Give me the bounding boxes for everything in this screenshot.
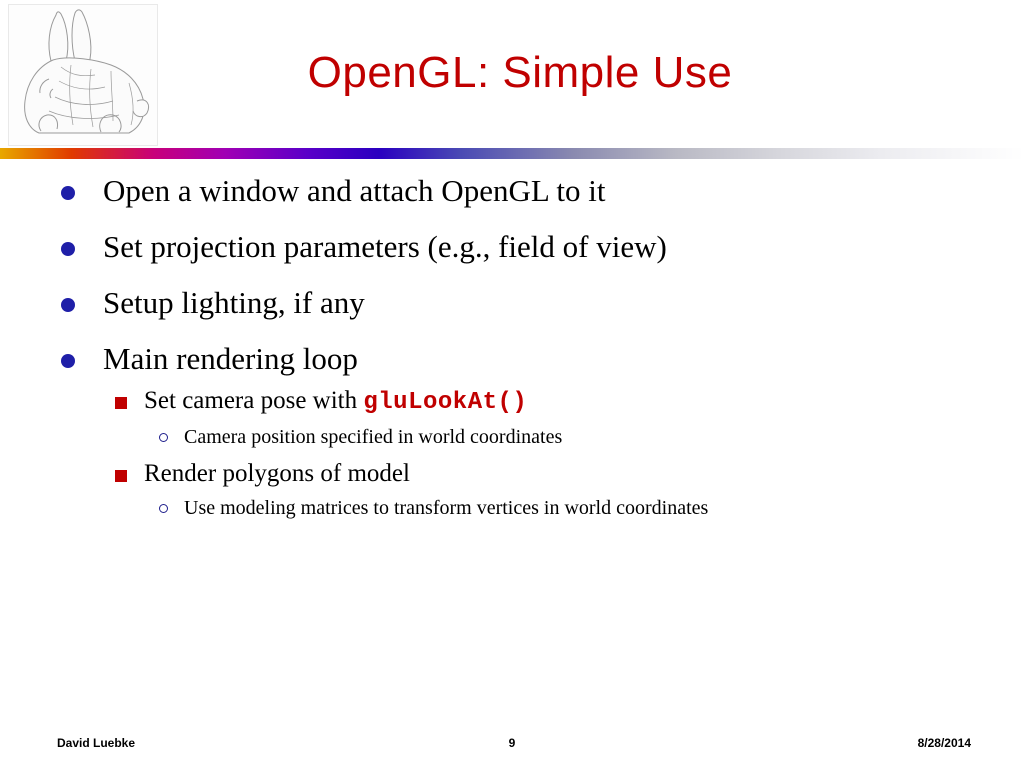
bullet-text: Open a window and attach OpenGL to it bbox=[103, 173, 606, 208]
slide-header bbox=[0, 0, 1024, 152]
list-item bbox=[144, 427, 1024, 447]
page-title: OpenGL: Simple Use bbox=[307, 48, 733, 97]
list-item bbox=[0, 175, 1024, 206]
bullet-text: Use modeling matrices to transform vertices in world coordinates bbox=[184, 497, 709, 519]
bullet-text: Camera position specified in world coordinates bbox=[184, 426, 563, 448]
footer-author: David Luebke bbox=[57, 736, 136, 750]
bullet-list-level1 bbox=[0, 175, 1024, 518]
bullet-square-icon bbox=[115, 397, 127, 409]
bullet-text: Setup lighting, if any bbox=[103, 285, 365, 320]
stanford-bunny-logo bbox=[8, 4, 158, 146]
list-item bbox=[144, 498, 1024, 518]
bullet-dot-icon bbox=[61, 242, 75, 256]
bullet-list-level3 bbox=[144, 427, 1024, 447]
bullet-text: Render polygons of model bbox=[144, 460, 410, 487]
bullet-list-level2 bbox=[103, 388, 1024, 518]
bullet-circle-outline-icon bbox=[159, 433, 168, 442]
bullet-text: Set projection parameters (e.g., field of view) bbox=[103, 229, 667, 264]
bullet-text: Set camera pose with bbox=[144, 387, 364, 414]
slide-footer bbox=[0, 728, 1024, 768]
list-item bbox=[0, 287, 1024, 318]
footer-date: 8/28/2014 bbox=[917, 736, 971, 750]
list-item bbox=[0, 343, 1024, 518]
bullet-circle-outline-icon bbox=[159, 504, 168, 513]
bullet-square-icon bbox=[115, 470, 127, 482]
bullet-dot-icon bbox=[61, 354, 75, 368]
list-item bbox=[103, 461, 1024, 518]
slide-content bbox=[0, 175, 1024, 543]
title-divider bbox=[0, 148, 1024, 159]
bullet-dot-icon bbox=[61, 298, 75, 312]
list-item bbox=[0, 231, 1024, 262]
bullet-dot-icon bbox=[61, 186, 75, 200]
list-item bbox=[103, 388, 1024, 447]
bullet-text: Main rendering loop bbox=[103, 341, 358, 376]
bullet-list-level3 bbox=[144, 498, 1024, 518]
code-literal: gluLookAt() bbox=[363, 389, 528, 416]
footer-page-number: 9 bbox=[508, 736, 516, 750]
